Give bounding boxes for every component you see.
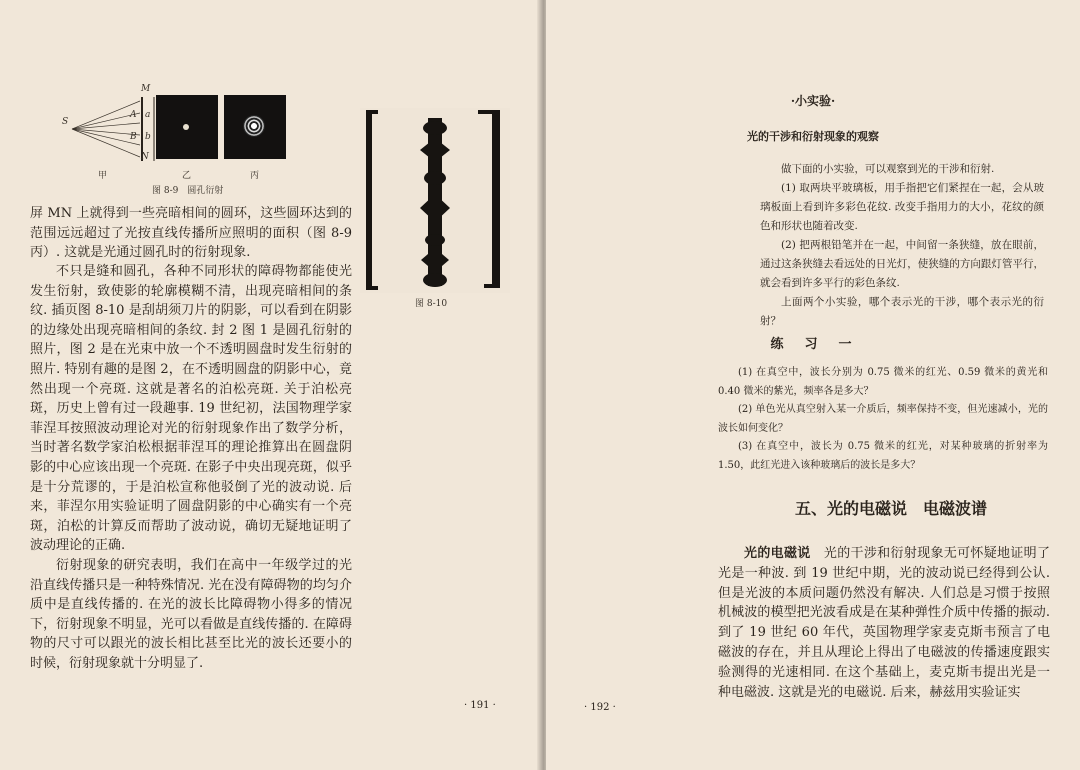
label-S: S bbox=[62, 117, 69, 127]
label-A: A bbox=[130, 110, 137, 120]
experiment-title: 光的干涉和衍射现象的观察 bbox=[747, 130, 879, 143]
page-number-right: · 192 · bbox=[584, 702, 616, 713]
experiment-item-2: (2) 把两根铅笔并在一起，中间留一条狭缝，放在眼前，通过这条狭缝去看远处的日光灯，使狭缝的方向跟灯管平行，就会看到许多平行的彩色条纹. bbox=[760, 239, 1044, 289]
figure-8-10 bbox=[360, 108, 510, 313]
figure-8-10-caption: 图 8-10 bbox=[415, 299, 448, 309]
chapter-title: 五、光的电磁说 电磁波谱 bbox=[794, 499, 987, 518]
paragraph-2: 不只是缝和圆孔，各种不同形状的障碍物都能使光发生衍射，致使影的轮廓模糊不清，出现亮暗相间的条纹. 插页图 8-10 是刮胡须刀片的阴影，可以看到在阴影的边缘处出现亮暗相间的条纹. 封 2 图 1 是圆孔衍射的照片，图 2 是在光束中放一个不透明圆盘时发生衍射的照片. 特别有趣的是图 2，在不透明圆盘的阴影中心，竟然出现一个亮斑. 这就是著名的泊松亮斑. 关于泊松亮斑，历史上曾有过一段趣事. 19 世纪初，法国物理学家菲涅耳按照波动理论对光的衍射现象作出了数学分析，当时著名数学家泊松根据菲涅耳的理论推算出在圆盘阴影的中心应该出现一个亮斑. 在影子中央出现亮斑，似乎是十分荒谬的，于是泊松宣称他驳倒了光的波动说. 后来，菲涅尔用实验证明了圆盘阴影的中心确实有一个亮斑，泊松的计算反而帮助了波动说，确切无疑地证明了波动理论的正确. bbox=[30, 264, 352, 554]
label-M: M bbox=[141, 84, 151, 94]
exercise-title: 练 习 一 bbox=[770, 337, 856, 352]
diffraction-rings bbox=[243, 115, 265, 137]
page-number-left: · 191 · bbox=[464, 700, 496, 711]
exercise-1: (1) 在真空中，波长分别为 0.75 微米的红光、0.59 微米的黄光和 0.40 微米的紫光，频率各是多大？ bbox=[718, 367, 1048, 397]
section-label: ·小实验· bbox=[790, 94, 836, 108]
chapter-body bbox=[718, 544, 1050, 702]
exercise-list bbox=[718, 364, 1048, 476]
experiment-block bbox=[760, 160, 1044, 331]
chapter-lead: 光的电磁说 bbox=[744, 546, 811, 561]
experiment-question: 上面两个小实验，哪个表示光的干涉，哪个表示光的衍射？ bbox=[760, 296, 1044, 327]
razor-blade-shadow bbox=[360, 108, 510, 293]
experiment-item-1: (1) 取两块平玻璃板，用手指把它们紧捏在一起，会从玻璃板面上看到许多彩色花纹. 改变手指用力的大小，花纹的颜色和形状也随着改变. bbox=[760, 182, 1044, 232]
exercise-3: (3) 在真空中，波长为 0.75 微米的红光，对某种玻璃的折射率为 1.50，此红光进入该种玻璃后的波长是多大？ bbox=[718, 441, 1048, 471]
left-body-text-top bbox=[30, 204, 352, 263]
paragraph-1: 屏 MN 上就得到一些亮暗相间的圆环，这些圆环达到的范围远远超过了光按直线传播所应照明的面积（图 8-9 丙）. 这就是光通过圆孔时的衍射现象. bbox=[30, 206, 352, 261]
paragraph-3: 衍射现象的研究表明，我们在高中一年级学过的光沿直线传播只是一种特殊情况. 光在没有障碍物的均匀介质中是直线传播的. 在光的波长比障碍物小得多的情况下，衍射现象不明显，光可以看做是直线传播的. 在障碍物的尺寸可以跟光的波长相比甚至比光的波长还要小的时候，衍射现象就十分明显了. bbox=[30, 557, 352, 671]
label-a: a bbox=[145, 110, 151, 120]
figure-8-9 bbox=[60, 84, 300, 196]
label-B: B bbox=[130, 132, 137, 142]
bright-spot bbox=[183, 124, 189, 130]
chapter-text: 光的干涉和衍射现象无可怀疑地证明了光是一种波. 到 19 世纪中期，光的波动说已经得到公认. 但是光波的本质问题仍然没有解决. 人们总是习惯于按照机械波的模型把光波看成是在某种弹性介质中传播的振动. 到了 19 世纪 60 年代，英国物理学家麦克斯韦预言了电磁波的存在，并且从理论上得出了电磁波的传播速度跟实验测得的光速相同. 在这个基础上，麦克斯韦提出光是一种电磁波. 这就是光的电磁说. 后来，赫兹用实验证实 bbox=[718, 546, 1050, 700]
figure-8-9-caption: 图 8-9 圆孔衍射 bbox=[152, 186, 224, 196]
right-page bbox=[546, 0, 1080, 770]
exercise-2: (2) 单色光从真空射入某一介质后，频率保持不变，但光速减小，光的波长如何变化？ bbox=[718, 404, 1048, 434]
label-b: b bbox=[145, 132, 151, 142]
panel-label-jia: 甲 bbox=[98, 171, 108, 181]
label-N: N bbox=[141, 152, 149, 162]
panel-yi-photo bbox=[156, 95, 218, 159]
left-body-text bbox=[30, 262, 352, 673]
panel-label-yi: 乙 bbox=[182, 171, 192, 181]
panel-label-bing: 丙 bbox=[250, 171, 260, 181]
experiment-intro: 做下面的小实验，可以观察到光的干涉和衍射. bbox=[781, 163, 995, 175]
panel-bing-photo bbox=[224, 95, 286, 159]
